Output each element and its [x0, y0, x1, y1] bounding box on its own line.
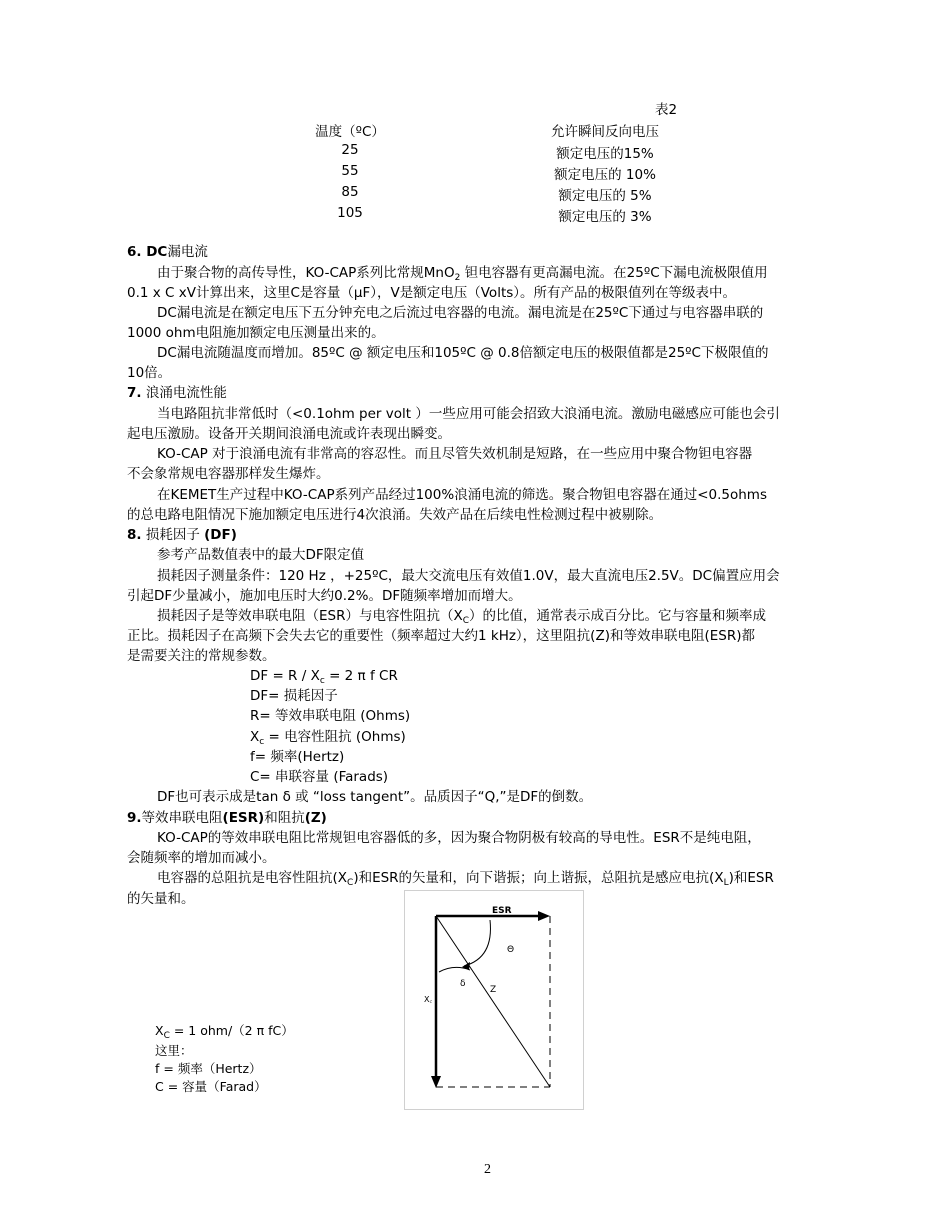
- table-caption: 表2: [655, 102, 678, 118]
- paragraph: 的总电路电阻情况下施加额定电压进行4次浪涌。失效产品在后续电性检测过程中被剔除。: [127, 507, 663, 523]
- paragraph: 起电压激励。设备开关期间浪涌电流或许表现出瞬变。: [127, 426, 451, 442]
- paragraph: 引起DF少量减小，施加电压时大约0.2%。DF随频率增加而增大。: [127, 588, 522, 604]
- note-here: 这里：: [155, 1043, 193, 1058]
- paragraph: 10倍。: [127, 365, 172, 381]
- paragraph: 电容器的总阻抗是电容性阻抗$(X_C)$和ESR的矢量和，向下谐振；向上谐振，总阻抗是感应电抗$(X_L)$和ESR: [157, 870, 774, 888]
- paragraph: 由于聚合物的高传导性，KO-CAP系列比常规MnO$_2$ 钽电容器有更高漏电流。在25ºC下漏电流极限值用: [157, 265, 768, 283]
- table-cell: 额定电压的15%: [556, 146, 654, 162]
- paragraph: 正比。损耗因子在高频下会失去它的重要性（频率超过大约1 kHz），这里阻抗(Z)和等效串联电阻(ESR)都: [127, 628, 755, 644]
- table-header-temp: 温度（ºC）: [315, 124, 385, 140]
- formula-def: C= 串联容量 (Farads): [250, 769, 389, 785]
- paragraph: 在KEMET生产过程中KO-CAP系列产品经过100%浪涌电流的筛选。聚合物钽电容器在通过<0.5ohms: [157, 487, 767, 503]
- table-cell: 85: [341, 184, 359, 200]
- note-c: C = 容量（Farad）: [155, 1079, 267, 1094]
- section-9-heading: 9.等效串联电阻(ESR)和阻抗(Z): [127, 810, 327, 826]
- table-cell: 55: [341, 163, 359, 179]
- paragraph: 的矢量和。: [127, 891, 195, 907]
- table-cell: 额定电压的 10%: [554, 167, 656, 183]
- formula-def: f= 频率(Hertz): [250, 749, 345, 765]
- paragraph: KO-CAP 对于浪涌电流有非常高的容忍性。而且尽管失效机制是短路，在一些应用中聚合物钽电容器: [157, 446, 753, 462]
- formula-def: DF= 损耗因子: [250, 688, 338, 704]
- table-cell: 105: [337, 205, 363, 221]
- paragraph: KO-CAP的等效串联电阻比常规钽电容器低的多，因为聚合物阴极有较高的导电性。ESR不是纯电阻，: [157, 830, 761, 846]
- paragraph: 不会象常规电容器那样发生爆炸。: [127, 466, 330, 482]
- section-6-heading: 6. DC漏电流: [127, 244, 208, 260]
- formula-def: $X_c$ = 电容性阻抗 (Ohms): [250, 729, 406, 747]
- z-label: Z: [490, 985, 497, 995]
- theta-label: Θ: [507, 945, 515, 955]
- table-cell: 额定电压的 5%: [558, 188, 652, 204]
- formula-df: DF = $R / X_c = 2$ π f CR: [250, 668, 398, 686]
- table-cell: 25: [341, 142, 359, 158]
- table-header-voltage: 允许瞬间反向电压: [551, 124, 659, 140]
- paragraph: 损耗因子测量条件：120 Hz ，+25ºC，最大交流电压有效值1.0V，最大直流电压2.5V。DC偏置应用会: [157, 568, 780, 584]
- xc-label: X꜀: [424, 995, 433, 1004]
- paragraph: DC漏电流随温度而增加。85ºC @ 额定电压和105ºC @ 0.8倍额定电压的极限值都是25ºC下极限值的: [157, 345, 769, 361]
- section-7-heading: 7. 浪涌电流性能: [127, 385, 227, 401]
- formula-def: R= 等效串联电阻 (Ohms): [250, 708, 411, 724]
- table-cell: 额定电压的 3%: [558, 209, 652, 225]
- paragraph: 当电路阻抗非常低时（<0.1ohm per volt ）一些应用可能会招致大浪涌电流。激励电磁感应可能也会引: [157, 406, 780, 422]
- esr-label: ESR: [492, 906, 512, 916]
- delta-label: δ: [460, 979, 466, 989]
- impedance-vector-diagram: [404, 890, 584, 1110]
- page-number: 2: [484, 1162, 491, 1177]
- note-f: f = 频率（Hertz）: [155, 1061, 262, 1076]
- paragraph: 1000 ohm电阻施加额定电压测量出来的。: [127, 325, 385, 341]
- paragraph: 会随频率的增加而减小。: [127, 850, 276, 866]
- note-xc-formula: $X_C = 1$ ohm/（2 π fC）: [155, 1023, 294, 1041]
- paragraph: DF也可表示成是tan δ 或 “loss tangent”。品质因子“Q,”是DF的倒数。: [157, 789, 593, 805]
- paragraph: DC漏电流是在额定电压下五分钟充电之后流过电容器的电流。漏电流是在25ºC下通过与电容器串联的: [157, 305, 764, 321]
- paragraph: 是需要关注的常规参数。: [127, 648, 276, 664]
- paragraph: 损耗因子是等效串联电阻（ESR）与电容性阻抗$(X_C)$的比值，通常表示成百分比。它与容量和频率成: [157, 608, 767, 626]
- paragraph: 参考产品数值表中的最大DF限定值: [157, 547, 365, 563]
- section-8-heading: 8. 损耗因子 (DF): [127, 527, 237, 543]
- paragraph: 0.1 x C xV计算出来，这里C是容量（μF），V是额定电压（Volts）。所有产品的极限值列在等级表中。: [127, 285, 737, 301]
